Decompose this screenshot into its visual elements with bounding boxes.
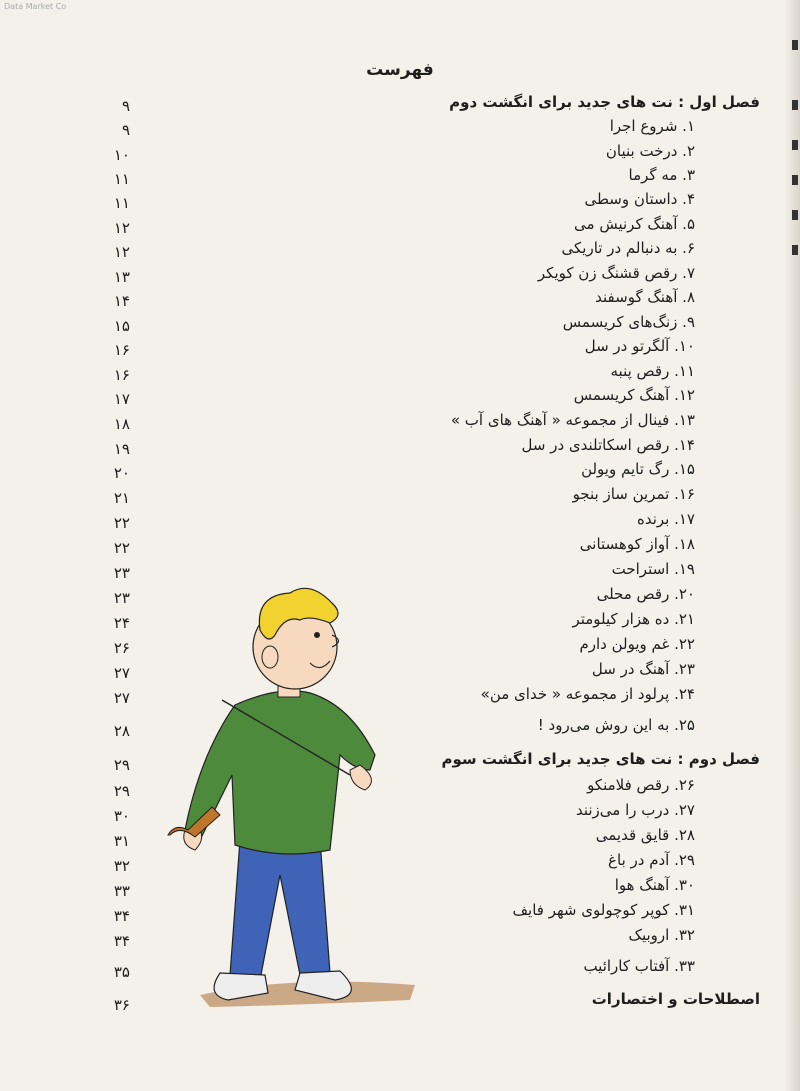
page-number: ۲۷ (113, 689, 130, 707)
toc-entry: ۱۹. استراحت (611, 560, 695, 578)
toc-entry: ۷. رقص قشنگ زن کویکر (537, 264, 695, 282)
toc-entry: ۲۲. غم ویولن دارم (579, 635, 695, 653)
page-number: ۲۳ (113, 589, 130, 607)
toc-entry: ۳۳. آفتاب کارائیب (583, 957, 695, 975)
page-number: ۳۴ (113, 932, 130, 950)
glossary-title: اصطلاحات و اختصارات (591, 990, 760, 1008)
toc-entry: ۱۵. رگ تایم ویولن (581, 460, 695, 478)
toc-entry: ۲۹. آدم در باغ (608, 851, 695, 869)
watermark: Data Market Co (4, 2, 67, 11)
page-number: ۳۴ (113, 907, 130, 925)
toc-entry: ۱۶. تمرین ساز بنجو (572, 485, 695, 503)
page-number: ۳۲ (113, 857, 130, 875)
toc-entry: ۲۸. قایق قدیمی (595, 826, 695, 844)
toc-entry: ۳۱. کوپر کوچولوی شهر فایف (512, 901, 695, 919)
toc-entry: ۱۲. آهنگ کریسمس (573, 386, 695, 404)
page-number: ۲۹ (113, 756, 130, 774)
page-number: ۳۱ (113, 832, 130, 850)
page-number: ۳۶ (113, 996, 130, 1014)
toc-entry: ۱۷. برنده (636, 510, 695, 528)
toc-entry: ۲۷. درب را می‌زنند (575, 801, 695, 819)
toc-entry: ۳۲. اروبیک (628, 926, 695, 944)
page-number: ۱۴ (113, 292, 130, 310)
toc-entry: ۲۰. رقص محلی (596, 585, 695, 603)
toc-entry: ۱۳. فینال از مجموعه « آهنگ های آب » (450, 411, 695, 429)
page-number: ۱۹ (113, 440, 130, 458)
toc-entry: ۲۳. آهنگ در سل (591, 660, 695, 678)
toc-entry: ۱. شروع اجرا (609, 117, 695, 135)
page-number: ۲۴ (113, 614, 130, 632)
toc-entry: ۱۴. رقص اسکاتلندی در سل (521, 436, 695, 454)
toc-entry: ۱۱. رقص پنبه (610, 362, 695, 380)
page-number: ۱۶ (113, 366, 130, 384)
toc-entry: ۸. آهنگ گوسفند (595, 288, 695, 306)
page-number: ۱۶ (113, 341, 130, 359)
page-number: ۱۲ (113, 243, 130, 261)
page-number: ۳۰ (113, 807, 130, 825)
page-number: ۲۲ (113, 539, 130, 557)
toc-entry: ۲. درخت بنیان (605, 142, 695, 160)
page-number: ۲۱ (113, 489, 130, 507)
page-number: ۱۰ (113, 146, 130, 164)
toc-entry: ۳۰. آهنگ هوا (614, 876, 695, 894)
toc-entry: ۲۶. رقص فلامنکو (587, 776, 695, 794)
toc-entry: ۹. زنگ‌های کریسمس (562, 313, 695, 331)
toc-entry: ۶. به دنبالم در تاریکی (561, 239, 695, 257)
page-number: ۱۱ (113, 170, 130, 188)
toc-entry: ۴. داستان وسطی (584, 190, 695, 208)
page-number: ۳۳ (113, 882, 130, 900)
page-number: ۹ (121, 97, 130, 115)
page-number: ۳۵ (113, 963, 130, 981)
page-number: ۱۵ (113, 317, 130, 335)
page-number: ۲۸ (113, 722, 130, 740)
page-number: ۱۳ (113, 268, 130, 286)
page-number: ۹ (121, 121, 130, 139)
page-number: ۱۱ (113, 194, 130, 212)
page-number: ۲۳ (113, 564, 130, 582)
toc-entry: ۱۸. آواز کوهستانی (579, 535, 695, 553)
toc-entry: ۵. آهنگ کرنیش می (574, 215, 695, 233)
page-title: فهرست (366, 60, 434, 80)
page-number: ۲۹ (113, 782, 130, 800)
page-number: ۲۲ (113, 514, 130, 532)
page-number: ۱۸ (113, 415, 130, 433)
toc-entry: ۲۴. پرلود از مجموعه « خدای من» (480, 685, 695, 703)
toc-entry: ۲۵. به این روش می‌رود ! (537, 716, 695, 734)
toc-entry: ۱۰. آلگرتو در سل (584, 337, 695, 355)
page-number: ۱۲ (113, 219, 130, 237)
page-number: ۲۰ (113, 464, 130, 482)
page-number: ۲۷ (113, 664, 130, 682)
toc-entry: ۲۱. ده هزار کیلومتر (572, 610, 695, 628)
page-number: ۱۷ (113, 390, 130, 408)
toc-entry: ۳. مه گرما (628, 166, 695, 184)
chapter-title: فصل دوم : نت های جدید برای انگشت سوم (441, 750, 760, 768)
chapter-title: فصل اول : نت های جدید برای انگشت دوم (449, 93, 760, 111)
page-number: ۲۶ (113, 639, 130, 657)
